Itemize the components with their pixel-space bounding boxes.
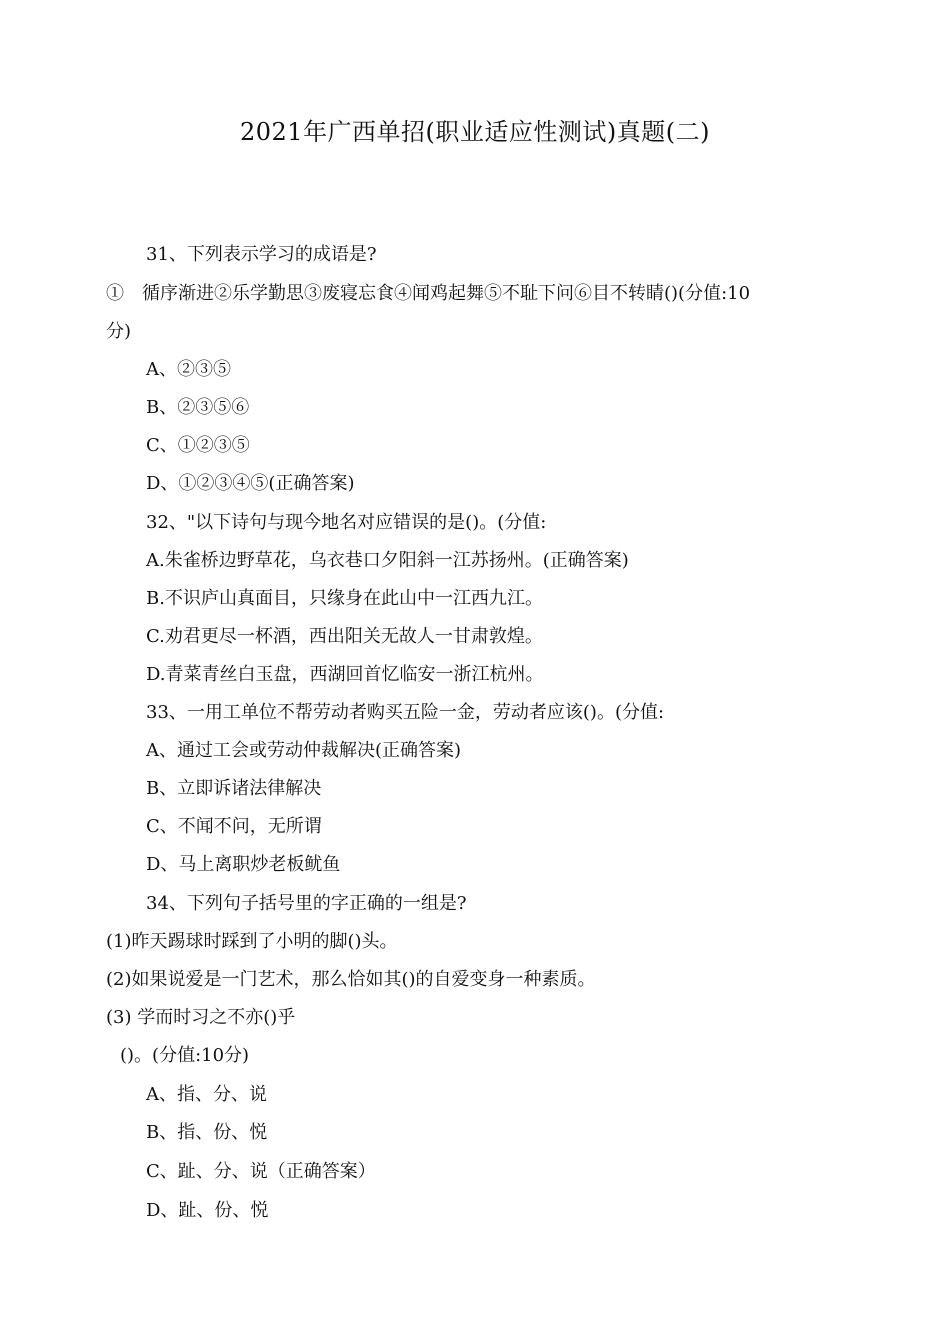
question-31-stem: 31、下列表示学习的成语是? [146, 244, 377, 265]
question-32-option-d: D.青菜青丝白玉盘，西湖回首忆临安一浙江杭州。 [146, 664, 544, 685]
question-31-detail: ① 循序渐进②乐学勤思③废寝忘食④闻鸡起舞⑤不耻下问⑥目不转睛()(分值:10 [106, 283, 751, 304]
question-34-sub-3: (3) 学而时习之不亦()乎 [106, 1007, 296, 1028]
question-34-option-d: D、趾、份、悦 [146, 1200, 269, 1221]
question-33-option-a: A、通过工会或劳动仲裁解决(正确答案) [146, 740, 462, 761]
question-32-option-a: A.朱雀桥边野草花，乌衣巷口夕阳斜一江苏扬州。(正确答案) [146, 550, 629, 571]
question-34-option-a: A、指、分、说 [146, 1084, 267, 1105]
question-33-option-b: B、立即诉诸法律解决 [146, 778, 322, 799]
question-32-stem: 32、"以下诗句与现今地名对应错误的是()。(分值: [146, 512, 547, 533]
question-33-option-d: D、马上离职炒老板鱿鱼 [146, 854, 341, 875]
question-34-stem: 34、下列句子括号里的字正确的一组是? [146, 893, 467, 914]
question-32-option-b: B.不识庐山真面目，只缘身在此山中一江西九江。 [146, 588, 543, 609]
question-34-sub-1: (1)昨天踢球时踩到了小明的脚()头。 [106, 931, 398, 952]
question-31-detail-cont: 分) [106, 321, 132, 342]
page-title: 2021年广西单招(职业适应性测试)真题(二) [239, 118, 711, 146]
question-34-option-c: C、趾、分、说（正确答案） [146, 1161, 376, 1182]
question-33-stem: 33、一用工单位不帮劳动者购买五险一金，劳动者应该()。(分值: [146, 702, 665, 723]
question-33-option-c: C、不闻不问，无所谓 [146, 816, 322, 837]
question-31-option-b: B、②③⑤⑥ [146, 397, 250, 418]
question-31-option-a: A、②③⑤ [146, 359, 231, 380]
question-31-option-d: D、①②③④⑤(正确答案) [146, 473, 355, 494]
question-34-score: ()。(分值:10分) [120, 1045, 250, 1066]
question-34-option-b: B、指、份、悦 [146, 1122, 268, 1143]
question-34-sub-2: (2)如果说爱是一门艺术，那么恰如其()的自爱变身一种素质。 [106, 969, 596, 990]
question-31-option-c: C、①②③⑤ [146, 435, 250, 456]
question-32-option-c: C.劝君更尽一杯酒，西出阳关无故人一甘肃敦煌。 [146, 626, 543, 647]
